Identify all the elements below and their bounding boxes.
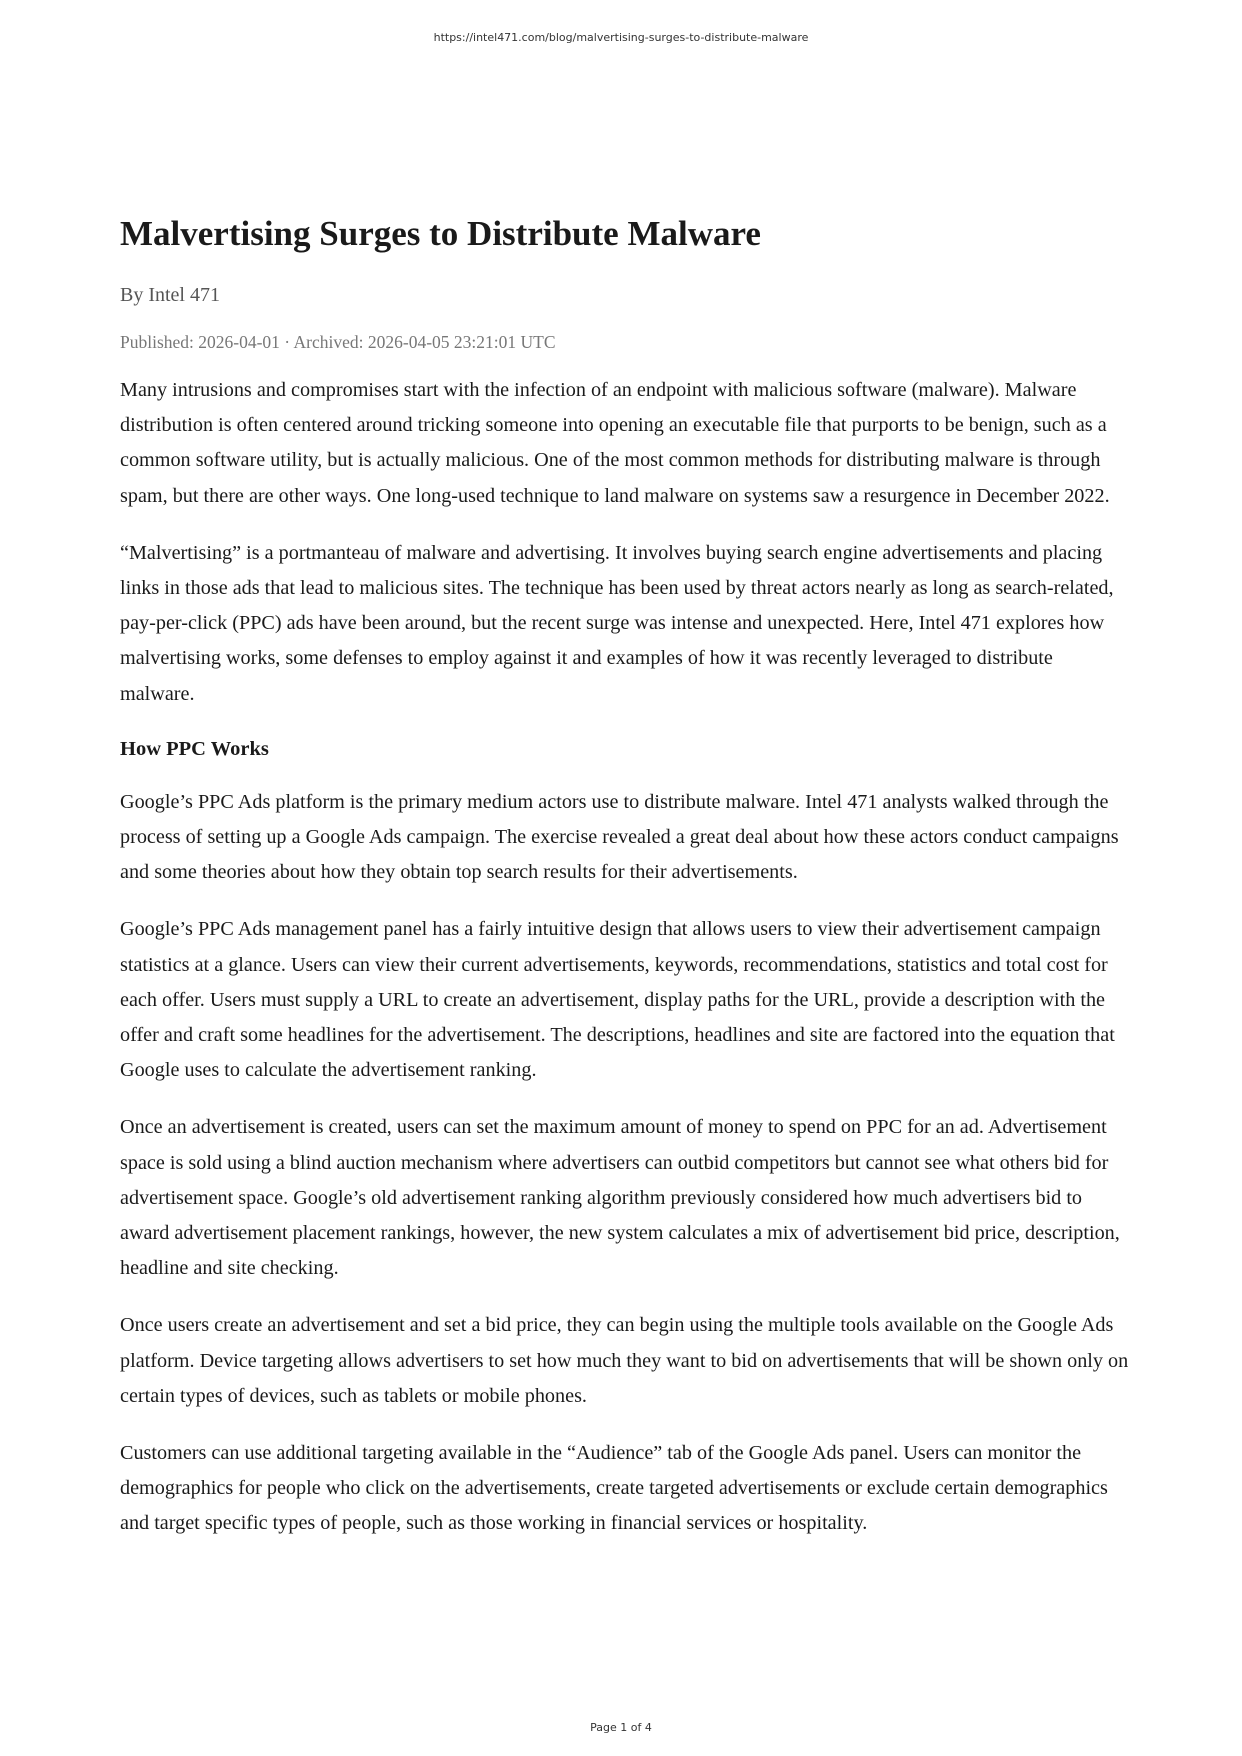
article xyxy=(120,212,1130,1564)
section-heading: How PPC Works xyxy=(120,737,269,760)
article-paragraph: Once an advertisement is created, users can set the maximum amount of money to spend on PPC for an ad. Advertisement space is sold using a blind auction mechanism where advertisers can outbid competitors but cannot see what others bid for advertisement space. Google’s old advertisement ranking algorithm previously considered how much advertisers bid to award advertisement placement rankings, however, the new system calculates a mix of advertisement bid price, description, headline and site checking. xyxy=(120,1116,1120,1280)
page-url-header: https://intel471.com/blog/malvertising-surges-to-distribute-malware xyxy=(433,31,809,44)
article-paragraph: Customers can use additional targeting available in the “Audience” tab of the Google Ads panel. Users can monitor the demographics for people who click on the advertisements, create targeted advertisements or exclude certain demographics and target specific types of people, such as those working in financial services or hospitality. xyxy=(120,1442,1108,1535)
article-paragraph: Google’s PPC Ads management panel has a fairly intuitive design that allows users to view their advertisement campaign statistics at a glance. Users can view their current advertisements, keywords, recommendations, statistics and total cost for each offer. Users must supply a URL to create an advertisement, display paths for the URL, provide a description with the offer and craft some headlines for the advertisement. The descriptions, headlines and site are factored into the equation that Google uses to calculate the advertisement ranking. xyxy=(120,918,1115,1082)
page-number: Page 1 of 4 xyxy=(590,1721,652,1734)
article-paragraph: Google’s PPC Ads platform is the primary medium actors use to distribute malware. Intel 471 analysts walked through the process of setting up a Google Ads campaign. The exercise revealed a great deal about how these actors conduct campaigns and some theories about how they obtain top search results for their advertisements. xyxy=(120,790,1119,884)
article-paragraph: Many intrusions and compromises start with the infection of an endpoint with malicious software (malware). Malware distribution is often centered around tricking someone into opening an executable file that purports to be benign, such as a common software utility, but is actually malicious. One of the most common methods for distributing malware is through spam, but there are other ways. One long-used technique to land malware on systems saw a resurgence in December 2022. xyxy=(120,379,1110,507)
article-title: Malvertising Surges to Distribute Malware xyxy=(120,214,761,253)
article-paragraph: “Malvertising” is a portmanteau of malware and advertising. It involves buying search engine advertisements and placing links in those ads that lead to malicious sites. The technique has been used by threat actors nearly as long as search-related, pay-per-click (PPC) ads have been around, but the recent surge was intense and unexpected. Here, Intel 471 explores how malvertising works, some defenses to employ against it and examples of how it was recently leveraged to distribute malware. xyxy=(120,541,1114,705)
article-paragraph: Once users create an advertisement and set a bid price, they can begin using the multiple tools available on the Google Ads platform. Device targeting allows advertisers to set how much they want to bid on advertisements that will be shown only on certain types of devices, such as tablets or mobile phones. xyxy=(120,1314,1129,1407)
article-meta: Published: 2026-04-01 · Archived: 2026-04-05 23:21:01 UTC xyxy=(120,332,556,352)
article-byline: By Intel 471 xyxy=(120,284,220,306)
